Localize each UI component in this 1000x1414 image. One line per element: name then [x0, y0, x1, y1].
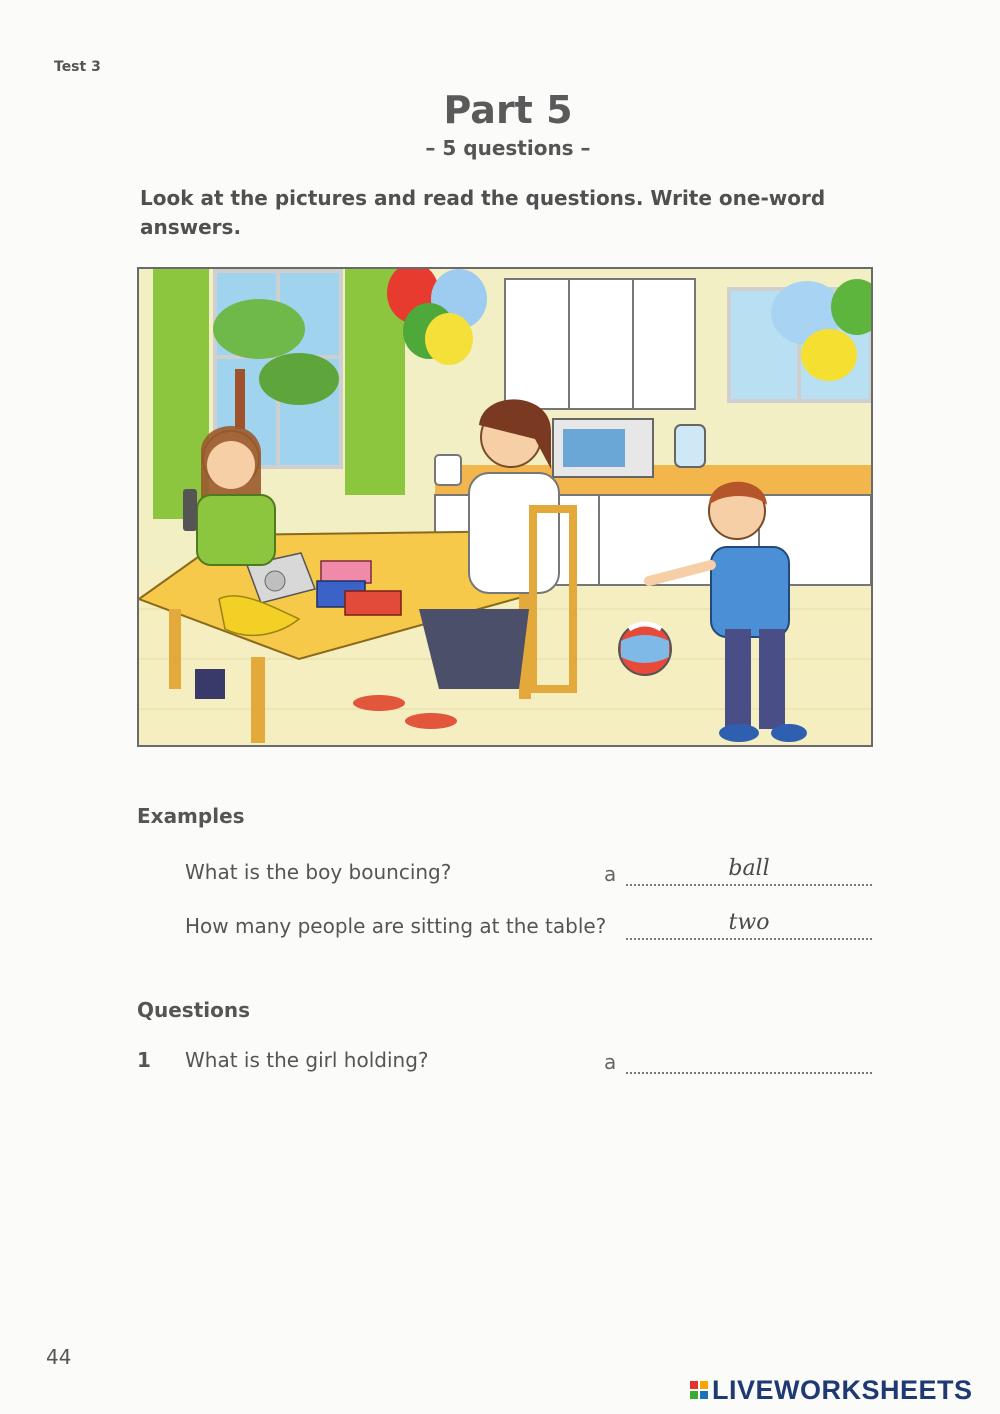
- test-label: Test 3: [54, 59, 101, 75]
- part-title: Part 5: [443, 88, 573, 132]
- page-number: 44: [46, 1345, 72, 1369]
- example-question-1: What is the boy bouncing?: [185, 860, 452, 884]
- part-subtitle: – 5 questions –: [425, 136, 591, 160]
- question-text-1: What is the girl holding?: [185, 1048, 429, 1072]
- brand-logo-icon: [690, 1381, 708, 1399]
- example-answer-2: two: [728, 910, 770, 935]
- liveworksheets-logo: [690, 1374, 973, 1406]
- example-article-1: a: [604, 862, 617, 886]
- example-question-2: How many people are sitting at the table?: [185, 914, 607, 938]
- examples-heading: Examples: [137, 804, 245, 828]
- answer-line: [626, 884, 872, 886]
- answer-input-1[interactable]: [626, 1072, 872, 1074]
- question-article-1: a: [604, 1050, 617, 1074]
- questions-heading: Questions: [137, 998, 251, 1022]
- question-number-1: 1: [137, 1048, 151, 1072]
- kitchen-illustration: [137, 267, 873, 747]
- example-answer-1: ball: [728, 856, 770, 881]
- answer-line: [626, 938, 872, 940]
- kitchen-scene-picture: [139, 269, 871, 745]
- brand-name: LIVEWORKSHEETS: [712, 1374, 973, 1405]
- instructions: Look at the pictures and read the questions. Write one-word answers.: [140, 186, 826, 239]
